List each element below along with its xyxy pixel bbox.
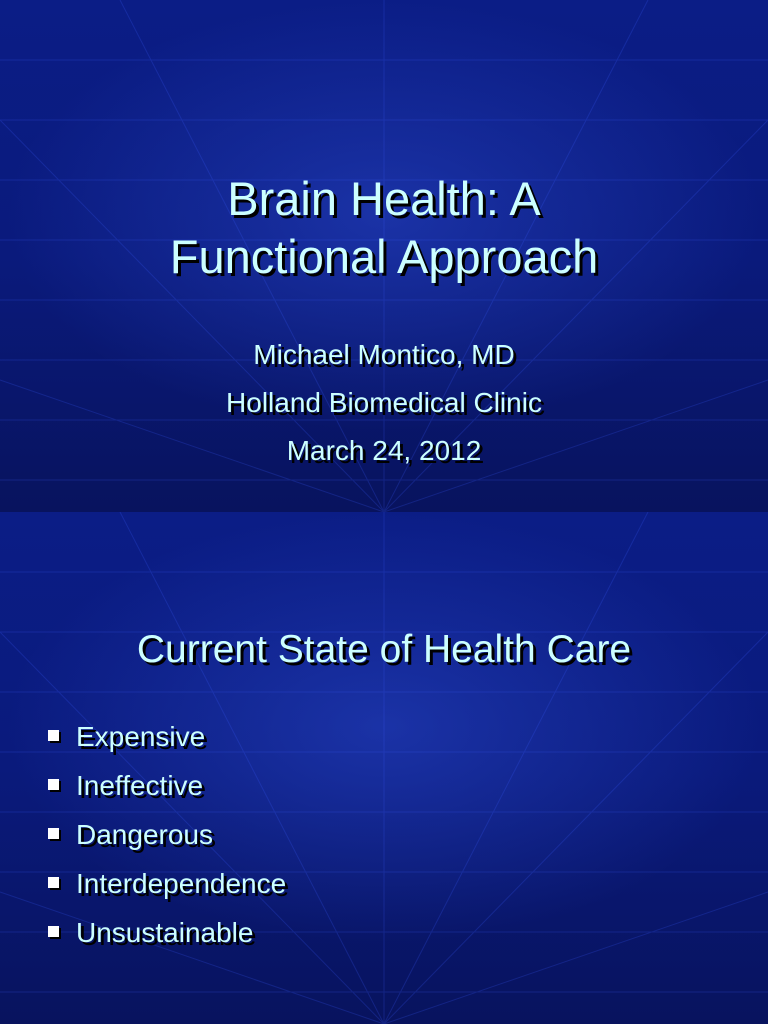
bullet-item — [46, 859, 286, 908]
author-name: Michael Montico, MD — [253, 339, 515, 370]
bullet-item — [46, 712, 286, 761]
bullet-text: Dangerous — [76, 819, 213, 850]
bullet-text: Ineffective — [76, 770, 204, 801]
square-bullet-icon — [48, 779, 59, 790]
presentation-date: March 24, 2012 — [286, 435, 482, 466]
slide-title-line-2: Functional Approach — [169, 230, 599, 283]
slide-subtitle — [0, 331, 768, 475]
bullet-item — [46, 761, 286, 810]
slide-heading: Current State of Health Care — [136, 628, 632, 671]
bullet-text: Expensive — [76, 721, 206, 752]
square-bullet-icon — [48, 926, 59, 937]
bullet-list — [46, 712, 286, 957]
bullet-item — [46, 908, 286, 957]
bullet-text: Interdependence — [76, 868, 287, 899]
slide-title-line-1: Brain Health: A — [227, 172, 541, 225]
square-bullet-icon — [48, 730, 59, 741]
organization-name: Holland Biomedical Clinic — [226, 387, 542, 418]
square-bullet-icon — [48, 828, 59, 839]
bullet-item — [46, 810, 286, 859]
bullet-text: Unsustainable — [76, 917, 254, 948]
content-slide — [0, 512, 768, 1024]
slide-title — [0, 170, 768, 286]
square-bullet-icon — [48, 877, 59, 888]
